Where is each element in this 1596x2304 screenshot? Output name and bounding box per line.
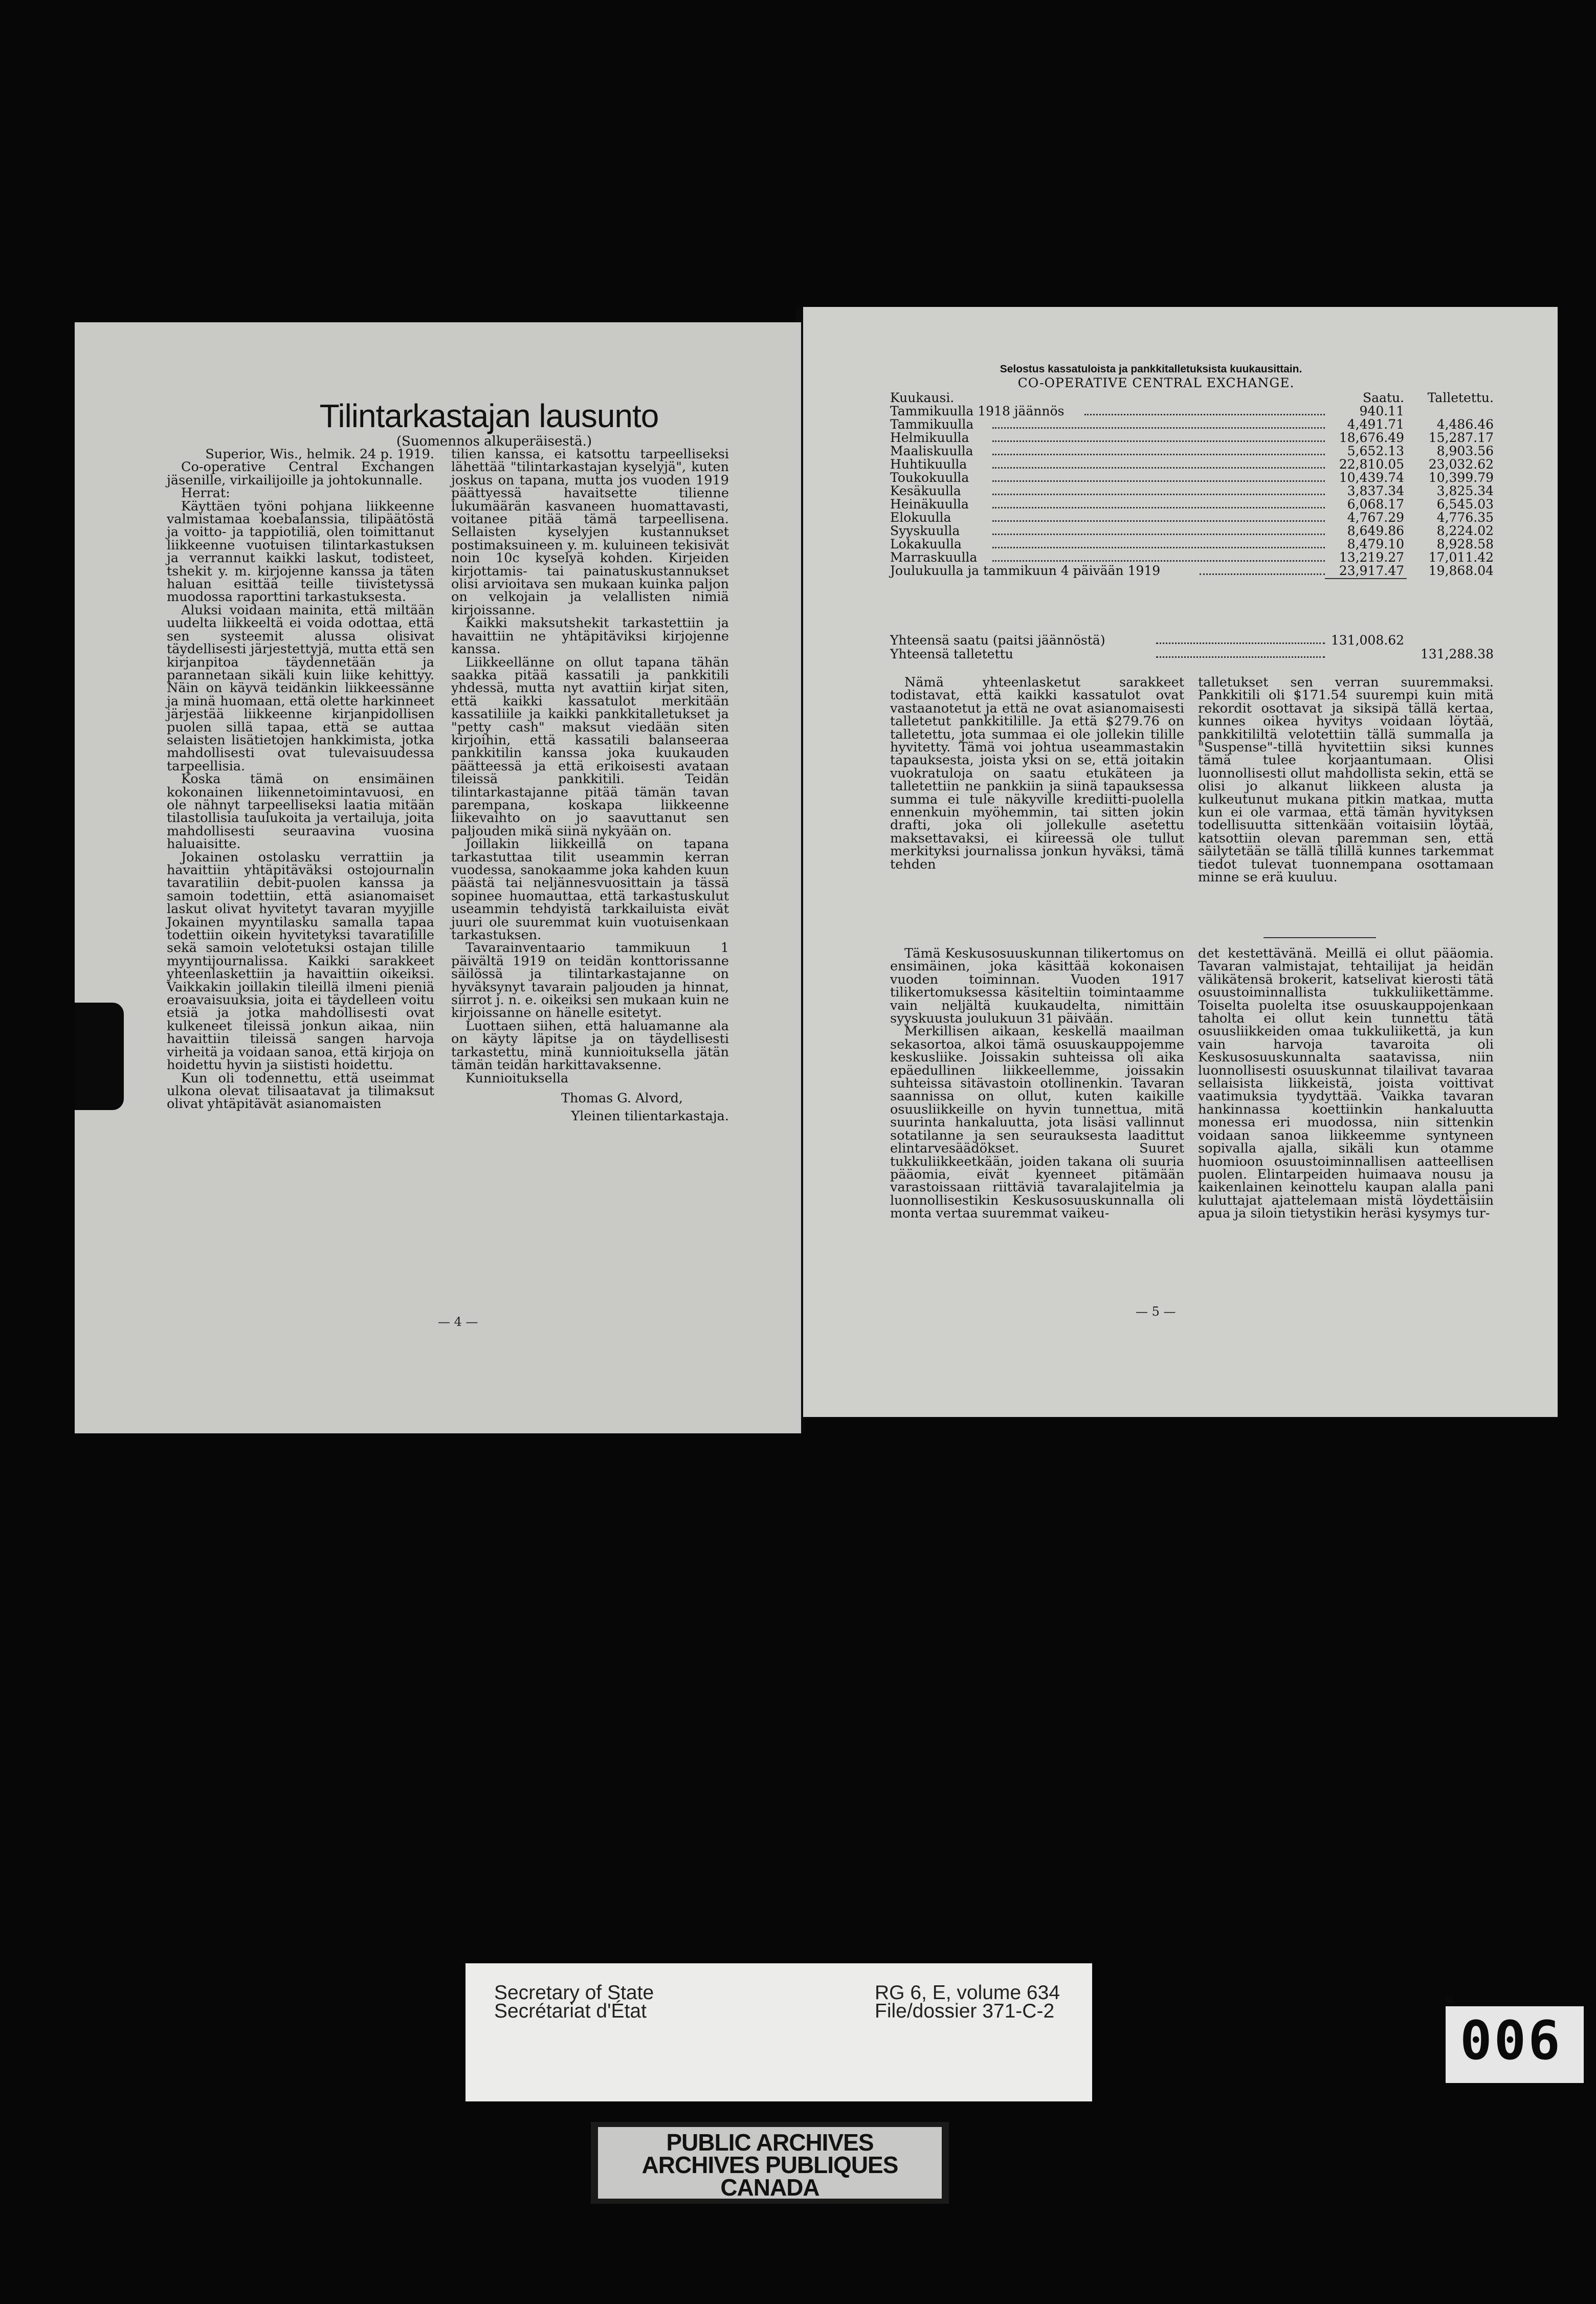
leader-dots — [992, 484, 1325, 495]
table-row — [890, 484, 1494, 498]
month-cell: Heinäkuulla — [890, 497, 969, 512]
leader-dots — [992, 524, 1325, 535]
leader-dots — [1200, 564, 1325, 575]
stamp-line: CANADA — [720, 2174, 819, 2201]
leader-dots — [992, 551, 1325, 562]
stamp-line: PUBLIC ARCHIVES — [666, 2129, 874, 2156]
closing: Kunnioituksella — [465, 1070, 569, 1086]
signature-title: Yleinen tilientarkastaja. — [571, 1109, 729, 1124]
saatu-cell: 8,479.10 — [1347, 537, 1404, 551]
month-cell: Lokakuulla — [890, 537, 962, 551]
page-number: — 5 — — [1136, 1304, 1176, 1319]
month-cell: Maaliskuulla — [890, 444, 973, 458]
paragraph: Tämä Keskusosuuskunnan tilikertomus on ensimäinen, joka käsittää kokonaisen vuoden toiminnan. Vuoden 1917 tilikertomuksessa käsiteltiin toimintaamme vain neljältä kuukaudelta, nimittäin syyskuusta joulukuun 31 päivään. — [890, 946, 1184, 1027]
stamp-inner — [598, 2127, 942, 2199]
saatu-cell: 23,917.47 — [1339, 563, 1404, 578]
right-column-4 — [1198, 947, 1494, 1221]
film-frame-number — [1446, 2006, 1584, 2083]
total-value: 131,288.38 — [1420, 647, 1494, 661]
saatu-cell: 4,767.29 — [1347, 510, 1404, 525]
month-cell: Huhtikuulla — [890, 457, 967, 472]
leader-dots — [992, 498, 1325, 508]
page-tab-shadow — [75, 1003, 124, 1110]
table-header-row — [890, 391, 1494, 405]
leader-dots — [1156, 647, 1325, 658]
record-group: RG 6, E, volume 634 — [875, 1982, 1060, 2004]
paragraph: Aluksi voidaan mainita, että miltään uudelta liikkeeltä ei voida odottaa, että sen systeemit alussa olisivat täydellisesti järjestettyjä, mutta että sen kirjanpitoa täydennetään ja parannetaan sikäli kuin liike kehittyy. Näin on käyvä teidänkin liikkeessänne ja minä huomaan, että olette harkinneet järjestää liikkeenne kirjanpidollisen puolen sillä tapaa, että se auttaa selaisten lisätietojen hankkimista, jotka mahdollisesti ovat tulevaisuudessa tarpeellisia. — [167, 602, 434, 774]
saatu-cell: 3,837.34 — [1347, 483, 1404, 498]
saatu-cell: 5,652.13 — [1347, 444, 1404, 458]
saatu-cell: 8,649.86 — [1347, 523, 1404, 538]
month-cell: Joulukuulla ja tammikuun 4 päivään 1919 — [890, 563, 1161, 578]
talletettu-cell: 4,486.46 — [1436, 417, 1494, 432]
sprocket-hole — [1446, 1997, 1453, 2003]
right-page — [803, 307, 1558, 1417]
month-cell: Marraskuulla — [890, 550, 978, 565]
paragraph: Koska tämä on ensimäinen kokonainen liikennetoimintavuosi, en ole nähnyt tarpeelliseksi laatia mitään tilastollisia taulukoita ja vertailuja, joita mahdollisesti seuraavina vuosina haluaisitte. — [167, 771, 434, 852]
saatu-cell: 10,439.74 — [1339, 470, 1404, 485]
table-row — [890, 471, 1494, 484]
paragraph: Joillakin liikkeillä on tapana tarkastuttaa tilit useammin kerran vuodessa, sanokaamme joka kahden kuun päästä tai neljännesvuosittain ja tässä sopinee huomauttaa, että tarkastuskulut useammin tehdyistä tarkkailuista eivät juuri ole suuremmat kuin vuotuisenkaan tarkastuksen. — [451, 836, 729, 943]
talletettu-cell: 8,928.58 — [1436, 537, 1494, 551]
saatu-cell: 6,068.17 — [1347, 497, 1404, 512]
table-row — [890, 418, 1494, 431]
sum-rule — [1325, 578, 1407, 579]
table-row — [890, 564, 1494, 578]
saatu-cell: 940.11 — [1359, 404, 1404, 418]
table-subheading: CO-OPERATIVE CENTRAL EXCHANGE. — [1017, 375, 1295, 390]
leader-dots — [992, 418, 1325, 429]
paragraph: det kestettävänä. Meillä ei ollut pääomia. Tavaran valmistajat, tehtailijat ja heidän välikätensä brokerit, katselivat kierosti tätä osuustoiminnallista tukkuliikettämme. Toiselta puolelta itse osuuskauppojenkaan taholta ei ollut kein tunnettu tätä osuusliikkeiden omaa tukkuliikettä, ja kun vain harvoja tavaroita oli Keskusosuuskunnalta saatavissa, niin luonnollisesti osuuskunnat tilailivat tavaraa sellaisista liikkeistä, joista voittivat vaatimuksia tyydyttää. Vaikka tavaran hankinnassa koettiinkin hankaluutta monessa eri muodossa, niin sittenkin voidaan sanoa liikkeemme syntyneen sopivalla ajalla, sikäli kun otamme huomioon osuustoiminnallisen aatteellisen puolen. Elintarpeiden huimaava nousu ja kaikenlainen keinottelu kaupan alalla pani kuluttajat ajattelemaan mistä löydettäisiin apua ja siloin tietystikin heräsi kysymys tur- — [1198, 946, 1494, 1222]
leader-dots — [992, 538, 1325, 548]
left-column-1 — [167, 448, 434, 1111]
total-label: Yhteensä saatu (paitsi jäännöstä) — [890, 633, 1105, 648]
paragraph: Jokainen ostolasku verrattiin ja havaittiin yhtäpitäväksi ostojournalin tavaratiliin debit-puolen kanssa ja samoin todettiin, että asianomaiset laskut olivat hyvitetyt tavaran myyjille Jokainen myyntilasku samalla tapaa todettiin oikein hyvitetyksi tavaratilille sekä samoin velotetuksi ostajan tilille myyntijournalissa. Kaikki sarakkeet yhteenlaskettiin ja havaittiin oikeiksi. Vaikkakin joillakin tileillä ilmeni pieniä eroavaisuuksia, joita ei täydelleen voitu etsiä ja jotka mahdollisesti ovat kulkeneet tileissä jonkun aikaa, niin havaittiin tileissä sangen harvoja virheitä ja voidaan sanoa, että kirjoja on hoidettu hyvin ja siististi hoidettu. — [167, 849, 434, 1073]
talletettu-cell: 10,399.79 — [1428, 470, 1494, 485]
month-cell: Tammikuulla — [890, 417, 974, 432]
table-row — [890, 511, 1494, 524]
saatu-cell: 22,810.05 — [1339, 457, 1404, 472]
column-header-talletettu: Talletettu. — [1427, 390, 1494, 405]
column-header-saatu: Saatu. — [1362, 390, 1404, 405]
salutation: Herrat: — [181, 485, 230, 501]
table-row — [890, 445, 1494, 458]
archive-reference-card — [465, 1963, 1092, 2101]
table-row — [890, 431, 1494, 445]
month-cell: Syyskuulla — [890, 523, 960, 538]
right-column-2 — [1198, 676, 1494, 884]
table-row — [890, 551, 1494, 564]
month-cell: Helmikuulla — [890, 430, 969, 445]
department-label — [494, 1984, 654, 2021]
month-cell: Elokuulla — [890, 510, 951, 525]
talletettu-cell: 23,032.62 — [1428, 457, 1494, 472]
paragraph: Kun oli todennettu, että useimmat ulkona olevat tilisaatavat ja tilimaksut olivat yhtäpitävät asianomaisten — [167, 1070, 434, 1112]
receipts-table — [890, 391, 1494, 578]
stamp-line: ARCHIVES PUBLIQUES — [641, 2152, 898, 2178]
month-cell: Toukokuulla — [890, 470, 969, 485]
month-cell: Kesäkuulla — [890, 483, 961, 498]
signature-name: Thomas G. Alvord, — [561, 1090, 683, 1106]
archives-stamp — [591, 2122, 949, 2204]
department-fr: Secrétariat d'État — [494, 2000, 647, 2022]
table-heading: Selostus kassatuloista ja pankkitalletuksista kuukausittain. — [1000, 363, 1302, 375]
total-row-saatu — [890, 633, 1494, 647]
talletettu-cell: 3,825.34 — [1436, 483, 1494, 498]
saatu-cell: 4,491.71 — [1347, 417, 1404, 432]
paragraph: Käyttäen työni pohjana liikkeenne valmistamaa koebalanssia, tilipäätöstä ja voitto- ja tappiotiliä, olen toimittanut liikkeenne vuotuisen tilintarkastuksen ja verrannut kaikki laskut, todisteet, tshekit y. m. kirjojenne kanssa ja täten haluan esittää teille tiivistetyssä muodossa raporttini tarkastuksesta. — [167, 498, 434, 605]
leader-dots — [992, 445, 1325, 455]
leader-dots — [1156, 633, 1325, 644]
leader-dots — [992, 431, 1325, 442]
table-body — [890, 405, 1494, 578]
leader-dots — [992, 511, 1325, 522]
table-row — [890, 498, 1494, 511]
page-number: — 4 — — [438, 1315, 478, 1329]
section-divider — [1264, 937, 1376, 938]
left-column-2 — [451, 448, 729, 1123]
totals — [890, 633, 1494, 661]
paragraph: Liikkeellänne on ollut tapana tähän saakka pitää kassatili ja pankkitili yhdessä, mutta nyt avattiin kirjat siten, että kaikki kassatulot merkitään kassatiliile ja kaikki pankkitalletukset ja "petty cash" maksut viedään siten kirjoihin, että kassatili balanseeraa pankkitilin kanssa joka kuukauden päätteessä ja että erikoisesti avataan tileissä pankkitili. Teidän tilintarkastajanne pitää tämän tavan parempana, koskapa liikkeenne liikevaihto on jo saavuttanut sen paljouden mikä siinä nykyään on. — [451, 654, 729, 839]
paragraph: talletukset sen verran suuremmaksi. Pankkitili oli $171.54 suurempi kuin mitä rekordit osottavat ja siksipä tällä kertaa, kunnes oikea hyvitys voidaan löytää, pankkitililtä velotettiin tällä summalla ja "Suspense"-tillä hyvitettiin siksi kunnes tämä tulee korjaantumaan. Olisi luonnollisesti ollut mahdollista sekin, että se olisi jo alkanut liikkeen alusta ja kulkeutunut mukana pitkin matkaa, mutta kun ei ole varmaa, että tämän hyvityksen todellisuutta sittenkään voitaisiin löytää, katsottiin olevan paremman sen, että säilytetään se tällä tilillä kunnes tarkemmat tiedot tulevat tuonnempana osottamaan minne se erä kuuluu. — [1198, 675, 1494, 885]
paragraph: tilien kanssa, ei katsottu tarpeelliseksi lähettää "tilintarkastajan kyselyjä", kuten joskus on tapana, mutta jos vuoden 1919 päättyessä havaitsette tilienne lukumäärän kasvaneen huomattavasti, voitanee pitää tämä tarpeellisena. Sellaisten kyselyjen kustannukset postimaksuineen y. m. kuluineen tekisivät noin 10c kyselyä kohden. Kirjeiden kirjottamis- tai painatuskustannukset olisi arvioitava sen mukaan kuinka paljon on velkojain ja velallisten nimiä kirjoissanne. — [451, 447, 729, 618]
left-page — [75, 322, 801, 1433]
talletettu-cell: 8,224.02 — [1436, 523, 1494, 538]
total-value: 131,008.62 — [1331, 633, 1404, 648]
page-title: Tilintarkastajan lausunto — [319, 397, 659, 434]
total-label: Yhteensä talletettu — [890, 647, 1013, 661]
month-cell: Tammikuulla 1918 jäännös — [890, 404, 1065, 418]
talletettu-cell: 17,011.42 — [1428, 550, 1494, 565]
right-column-3 — [890, 947, 1184, 1221]
department-en: Secretary of State — [494, 1982, 654, 2004]
saatu-cell: 13,219.27 — [1339, 550, 1404, 565]
leader-dots — [992, 471, 1325, 482]
file-dossier: File/dossier 371-C-2 — [875, 2000, 1055, 2022]
table-row — [890, 538, 1494, 551]
table-row — [890, 524, 1494, 538]
talletettu-cell: 15,287.17 — [1428, 430, 1494, 445]
paragraph: Tavarainventaario tammikuun 1 päivältä 1919 on teidän konttorissanne säilössä ja tilintarkastajanne on hyväksynyt tavarain paljouden ja hinnat, siirrot j. n. e. oikeiksi sen mukaan kuin ne kirjoissanne on hänelle esitetyt. — [451, 940, 729, 1021]
letter-dateline: Superior, Wis., helmik. 24 p. 1919. — [205, 447, 434, 462]
talletettu-cell: 4,776.35 — [1436, 510, 1494, 525]
paragraph: Luottaen siihen, että haluamanne ala on käyty läpitse ja on täydellisesti tarkastettu, minä kunnioituksella jätän tämän teidän harkittavaksenne. — [451, 1018, 729, 1073]
stamp-text — [598, 2131, 942, 2199]
column-header-month: Kuukausi. — [890, 390, 955, 405]
table-row — [890, 458, 1494, 471]
paragraph: Merkillisen aikaan, keskellä maailman sekasortoa, alkoi tämä osuuskauppojemme keskusliike. Joissakin suhteissa oli aika epäedullinen liikkeellemme, joissakin suhteissa sitävastoin otollinenkin. Tavaran saannissa on ollut, kuten kaikille osuusliikkeille on hyvin tunnettua, mitä suurinta hankaluutta, jota lisäsi vallinnut sotatilanne ja sen seurauksesta laadittut elintarvesäädökset. Suuret tukkuliikkeetkään, joiden takana oli suuria pääomia, eivät kyenneet pitämään varastoissaan riittäviä tavaralajitelmia ja luonnollisestikin Keskusosuuskunnalla oli monta vertaa suuremmat vaikeu- — [890, 1024, 1184, 1222]
talletettu-cell: 19,868.04 — [1428, 563, 1494, 578]
paragraph: Nämä yhteenlasketut sarakkeet todistavat, että kaikki kassatulot ovat vastaanotetut ja että ne ovat asianomaisesti talletetut pankkitilille. Ja että $279.76 on talletettu, jota summaa ei ole jollekin tilille hyvitetty. Tämä voi johtua useammastakin tapauksesta, joista yksi on se, että joitakin vuokratuloja on saatu etukäteen ja talletettiin ne pankkiin ja siinä tapauksessa summa ei tule näkyville krediitti-puolella ennenkuin myöhemmin, tai sitten jokin drafti, joka oli jollekulle asetettu maksettavaksi, ei kiireessä ole tullut merkityksi journalissa jonkun hyväksi, tämä tehden — [890, 675, 1184, 872]
paragraph: Co-operative Central Exchangen jäsenille, virkailijoille ja johtokunnalle. — [167, 459, 434, 488]
right-column-1 — [890, 676, 1184, 871]
record-group-label — [875, 1984, 1060, 2021]
leader-dots — [1084, 405, 1325, 415]
saatu-cell: 18,676.49 — [1339, 430, 1404, 445]
frame-number-text: 006 — [1460, 2009, 1562, 2072]
paragraph: Kaikki maksutshekit tarkastettiin ja havaittiin ne yhtäpitäviksi kirjojenne kanssa. — [451, 615, 729, 657]
leader-dots — [992, 458, 1325, 469]
talletettu-cell: 8,903.56 — [1436, 444, 1494, 458]
page-subtitle: (Suomennos alkuperäisestä.) — [396, 434, 592, 449]
talletettu-cell: 6,545.03 — [1436, 497, 1494, 512]
table-row — [890, 405, 1494, 418]
total-row-talletettu — [890, 647, 1494, 661]
